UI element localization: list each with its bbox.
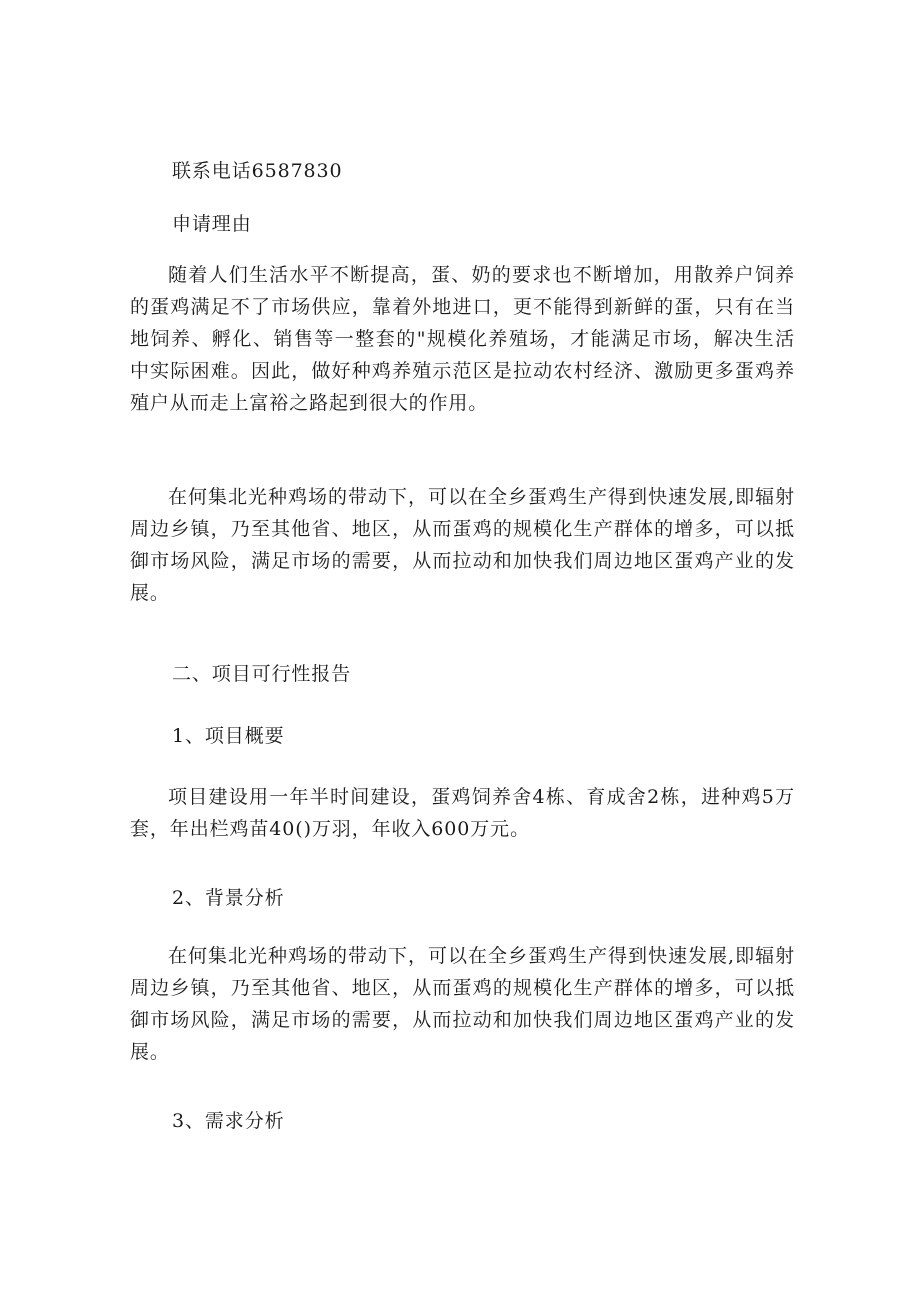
impact-paragraph: 在何集北光种鸡场的带动下，可以在全乡蛋鸡生产得到快速发展,即辐射周边乡镇，乃至其他省、地区，从而蛋鸡的规模化生产群体的增多，可以抵御市场风险，满足市场的需要，从而拉动和加快我们周边地区蛋鸡产业的发展。 <box>130 486 795 604</box>
demand-heading: 3、需求分析 <box>172 1110 285 1132</box>
overview-paragraph: 项目建设用一年半时间建设，蛋鸡饲养舍4栋、育成舍2栋，进种鸡5万套，年出栏鸡苗40()万羽，年收入600万元。 <box>130 786 795 840</box>
reason-heading: 申请理由 <box>172 213 252 235</box>
reason-paragraph: 随着人们生活水平不断提高，蛋、奶的要求也不断增加，用散养户饲养的蛋鸡满足不了市场供应，靠着外地进口，更不能得到新鲜的蛋，只有在当地饲养、孵化、销售等一整套的"规模化养殖场，才能满足市场，解决生活中实际困难。因此，做好种鸡养殖示范区是拉动农村经济、激励更多蛋鸡养殖户从而走上富裕之路起到很大的作用。 <box>130 264 795 414</box>
contact-line: 联系电话6587830 <box>172 160 343 182</box>
section2-heading: 二、项目可行性报告 <box>172 663 352 685</box>
overview-heading: 1、项目概要 <box>172 725 285 747</box>
background-paragraph: 在何集北光种鸡场的带动下，可以在全乡蛋鸡生产得到快速发展,即辐射周边乡镇，乃至其他省、地区，从而蛋鸡的规模化生产群体的增多，可以抵御市场风险，满足市场的需要，从而拉动和加快我们周边地区蛋鸡产业的发展。 <box>130 945 795 1063</box>
background-heading: 2、背景分析 <box>172 887 285 909</box>
